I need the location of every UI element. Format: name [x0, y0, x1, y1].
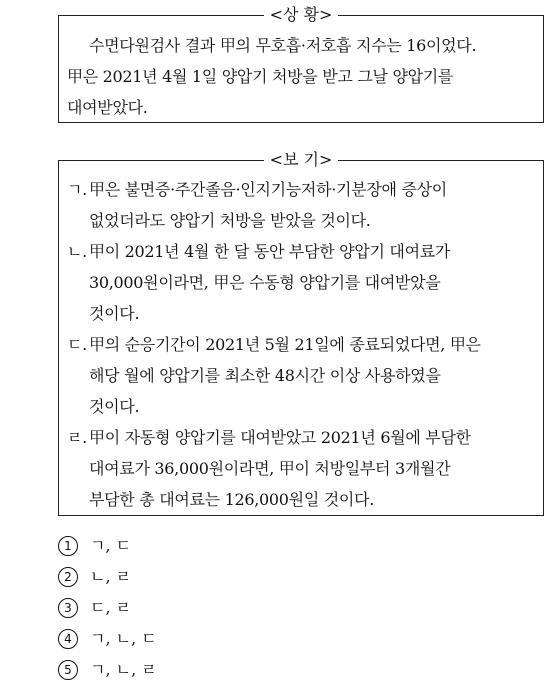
situation-line: 대여받았다.: [67, 98, 148, 117]
choice-4[interactable]: [58, 623, 157, 654]
view-item-a: [65, 174, 537, 236]
view-item-d: [65, 422, 537, 515]
item-mark: ㄱ.: [67, 180, 87, 199]
item-text: [89, 236, 537, 329]
choice-1[interactable]: [58, 530, 157, 561]
item-line: 甲은 불면증·주간졸음·인지기능저하·기분장애 증상이: [89, 180, 447, 199]
choice-number: 2: [58, 567, 78, 587]
item-line: 甲이 2021년 4월 한 달 동안 부담한 양압기 대여료가: [89, 242, 451, 261]
item-text: [89, 174, 537, 236]
choice-text: ㄱ, ㄷ: [90, 536, 132, 555]
choice-3[interactable]: [58, 592, 157, 623]
item-text: [89, 329, 537, 422]
situation-title: <상 황>: [59, 5, 543, 25]
item-line: 것이다.: [89, 397, 140, 416]
view-item-b: [65, 236, 537, 329]
choice-number: 4: [58, 629, 78, 649]
choice-text: ㄷ, ㄹ: [90, 598, 132, 617]
choice-text: ㄱ, ㄴ, ㄷ: [90, 629, 157, 648]
situation-line: 甲은 2021년 4월 1일 양압기 처방을 받고 그날 양압기를: [67, 67, 454, 86]
choice-5[interactable]: [58, 654, 157, 685]
item-line: 대여료가 36,000원이라면, 甲이 처방일부터 3개월간: [89, 459, 451, 478]
choice-text: ㄴ, ㄹ: [90, 567, 132, 586]
item-text: [89, 422, 537, 515]
item-line: 부담한 총 대여료는 126,000원일 것이다.: [89, 490, 375, 509]
choice-text: ㄱ, ㄴ, ㄹ: [90, 660, 157, 679]
answer-choices: [58, 530, 157, 685]
choice-number: 3: [58, 598, 78, 618]
item-mark: ㄴ.: [67, 242, 87, 261]
item-mark: ㄷ.: [67, 335, 87, 354]
item-mark: ㄹ.: [67, 428, 87, 447]
view-box: [58, 150, 544, 516]
situation-box: [58, 5, 544, 123]
item-line: 甲의 순응기간이 2021년 5월 21일에 종료되었다면, 甲은: [89, 335, 481, 354]
item-line: 30,000원이라면, 甲은 수동형 양압기를 대여받았을: [89, 273, 441, 292]
choice-number: 1: [58, 536, 78, 556]
item-line: 甲이 자동형 양압기를 대여받았고 2021년 6월에 부담한: [89, 428, 471, 447]
item-line: 것이다.: [89, 304, 140, 323]
view-title: <보 기>: [59, 150, 543, 170]
item-line: 해당 월에 양압기를 최소한 48시간 이상 사용하였을: [89, 366, 441, 385]
situation-line: 수면다원검사 결과 甲의 무호흡·저호흡 지수는 16이었다.: [89, 36, 477, 55]
choice-number: 5: [58, 660, 78, 680]
choice-2[interactable]: [58, 561, 157, 592]
view-item-c: [65, 329, 537, 422]
item-line: 없었더라도 양압기 처방을 받았을 것이다.: [89, 211, 371, 230]
